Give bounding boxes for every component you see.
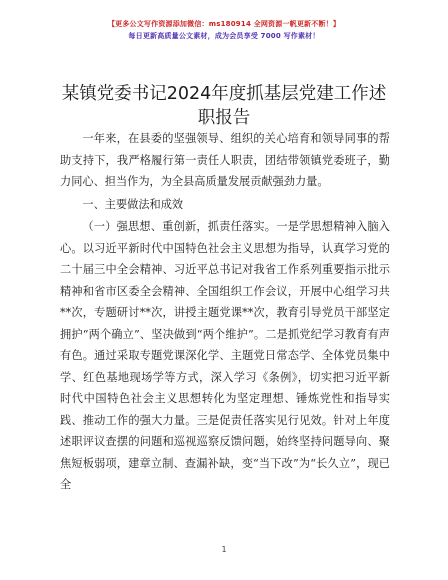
page-number: 1 bbox=[221, 545, 227, 554]
promo-banner bbox=[0, 18, 448, 42]
intro-paragraph: 一年来，在县委的坚强领导、组织的关心培育和领导同事的帮助支持下，我严格履行第一责任人职责，团结带领镇党委班子，勤力同心、担当作为，为全县高质量发展贡献强劲力量。 bbox=[60, 132, 390, 188]
section-heading: 一、主要做法和成效 bbox=[82, 197, 184, 211]
document-body bbox=[60, 128, 390, 496]
promo-banner-line-1: 【更多公文写作资源添加微信：ms180914 全网资源一帆更新不断！】 bbox=[107, 20, 341, 28]
promo-banner-line-2: 每日更新高质量公文素材，成为会员享受 7000 写作素材！ bbox=[128, 32, 320, 40]
document-title: 某镇党委书记2024年度抓基层党建工作述职报告 bbox=[61, 84, 387, 128]
body-paragraph: （一）强思想、重创新，抓责任落实。一是学思想精神入脑入心。以习近平新时代中国特色社会主义思想为指导，认真学习党的二十届三中全会精神、习近平总书记对我省工作系列重要指示批示精神和省市区委全会精神、全国组织工作会议，开展中心组学习共**次，专题研讨**次，讲授主题党课**次，教育引导党员干部坚定拥护“两个确立”、坚决做到“两个维护”。二是抓党纪学习教育有声有色。通过采取专题党课深化学、主题党日常态学、全体党员集中学、红色基地现场学等方式，深入学习《条例》，切实把习近平新时代中国特色社会主义思想转化为坚定理想、锤炼党性和指导实践、推动工作的强大力量。三是促责任落实见行见效。针对上年度述职评议查摆的问题和巡视巡察反馈问题，始终坚持问题导向、聚焦短板弱项，建章立制、查漏补缺，变“当下改”为“长久立”，现已全 bbox=[60, 220, 390, 491]
